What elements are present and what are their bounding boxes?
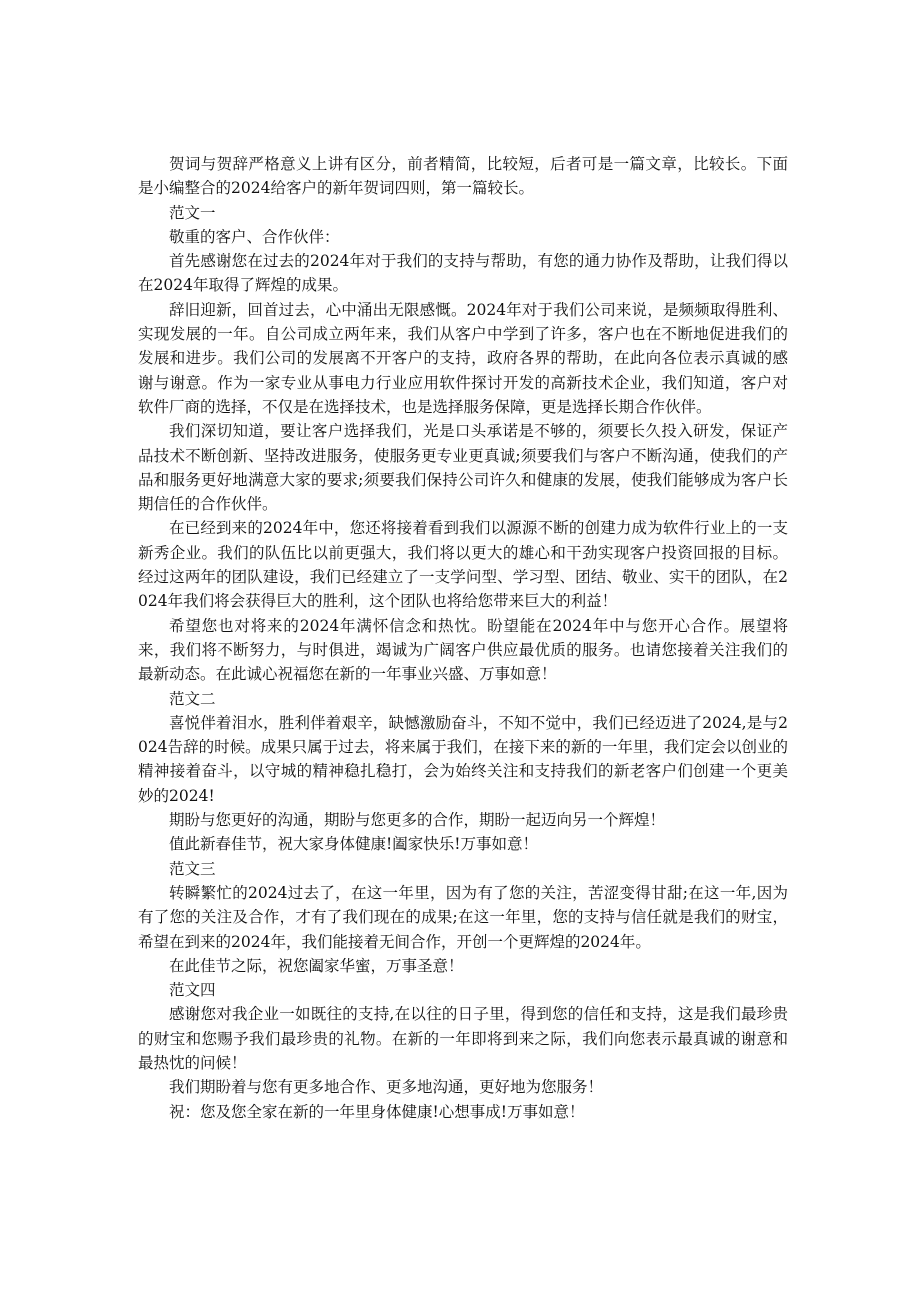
body-paragraph: 转瞬繁忙的2024过去了，在这一年里，因为有了您的关注，苦涩变得甘甜;在这一年,因为有了您的关注及合作，才有了我们现在的成果;在这一年里，您的支持与信任就是我们的财宝，希望在到来的2024年，我们能接着无间合作，开创一个更辉煌的2024年。 bbox=[138, 883, 788, 951]
body-paragraph: 祝：您及您全家在新的一年里身体健康!心想事成!万事如意！ bbox=[169, 1102, 585, 1121]
document-body bbox=[138, 152, 788, 1124]
intro-paragraph: 贺词与贺辞严格意义上讲有区分，前者精简，比较短，后者可是一篇文章，比较长。下面是小编整合的2024给客户的新年贺词四则，第一篇较长。 bbox=[138, 155, 788, 198]
section-heading-3: 范文三 bbox=[169, 859, 216, 878]
salutation: 敬重的客户、合作伙伴： bbox=[169, 227, 340, 246]
body-paragraph: 首先感谢您在过去的2024年对于我们的支持与帮助，有您的通力协作及帮助，让我们得以在2024年取得了辉煌的成果。 bbox=[138, 252, 788, 295]
body-paragraph: 我们期盼着与您有更多地合作、更多地沟通，更好地为您服务！ bbox=[169, 1078, 604, 1097]
body-paragraph: 希望您也对将来的2024年满怀信念和热忱。盼望能在2024年中与您开心合作。展望将来，我们将不断努力，与时俱进，竭诚为广阔客户供应最优质的服务。也请您接着关注我们的最新动态。在此诚心祝福您在新的一年事业兴盛、万事如意！ bbox=[138, 616, 788, 684]
body-paragraph: 我们深切知道，要让客户选择我们，光是口头承诺是不够的，须要长久投入研发，保证产品技术不断创新、坚持改进服务，使服务更专业更真诚;须要我们与客户不断沟通，使我们的产品和服务更好地满意大家的要求;须要我们保持公司许久和健康的发展，使我们能够成为客户长期信任的合作伙伴。 bbox=[138, 422, 788, 514]
section-heading-1: 范文一 bbox=[169, 203, 216, 222]
body-paragraph: 在此佳节之际，祝您阖家华蜜，万事圣意！ bbox=[169, 956, 464, 975]
body-paragraph: 辞旧迎新，回首过去，心中涌出无限感慨。2024年对于我们公司来说，是频频取得胜利、实现发展的一年。自公司成立两年来，我们从客户中学到了许多，客户也在不断地促进我们的发展和进步。我们公司的发展离不开客户的支持，政府各界的帮助，在此向各位表示真诚的感谢与谢意。作为一家专业从事电力行业应用软件探讨开发的高新技术企业，我们知道，客户对软件厂商的选择，不仅是在选择技术，也是选择服务保障，更是选择长期合作伙伴。 bbox=[138, 300, 788, 416]
body-paragraph: 值此新春佳节，祝大家身体健康!阖家快乐!万事如意！ bbox=[169, 835, 538, 854]
body-paragraph: 在已经到来的2024年中，您还将接着看到我们以源源不断的创建力成为软件行业上的一支新秀企业。我们的队伍比以前更强大，我们将以更大的雄心和干劲实现客户投资回报的目标。经过这两年的团队建设，我们已经建立了一支学问型、学习型、团结、敬业、实干的团队，在2024年我们将会获得巨大的胜利，这个团队也将给您带来巨大的利益！ bbox=[138, 519, 788, 611]
body-paragraph: 期盼与您更好的沟通，期盼与您更多的合作，期盼一起迈向另一个辉煌！ bbox=[169, 811, 666, 830]
body-paragraph: 感谢您对我企业一如既往的支持,在以往的日子里，得到您的信任和支持，这是我们最珍贵的财宝和您赐予我们最珍贵的礼物。在新的一年即将到来之际，我们向您表示最真诚的谢意和最热忱的问候！ bbox=[138, 1005, 788, 1072]
body-paragraph: 喜悦伴着泪水，胜利伴着艰辛，缺憾激励奋斗，不知不觉中，我们已经迈进了2024,是与2024告辞的时候。成果只属于过去，将来属于我们，在接下来的新的一年里，我们定会以创业的精神接着奋斗，以守城的精神稳扎稳打，会为始终关注和支持我们的新老客户们创建一个更美妙的2024! bbox=[138, 713, 788, 805]
section-heading-4: 范文四 bbox=[169, 981, 216, 1000]
section-heading-2: 范文二 bbox=[169, 689, 216, 708]
